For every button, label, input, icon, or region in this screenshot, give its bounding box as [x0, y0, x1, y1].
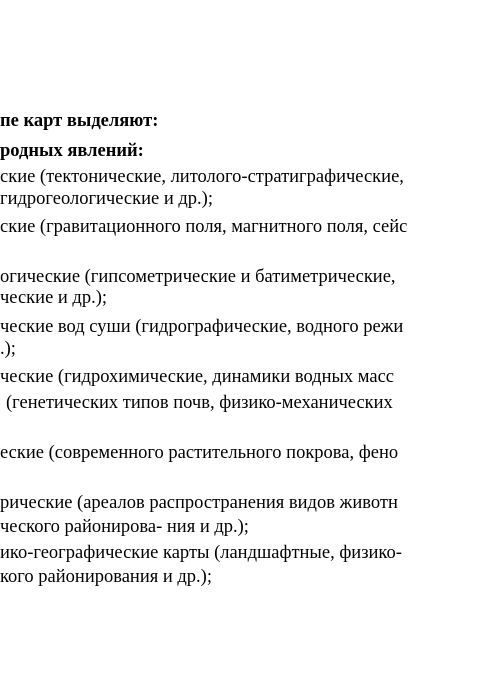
- text-line: еские (современного растительного покрова, фено: [0, 443, 399, 463]
- text-line: (генетических типов почв, физико-механических: [6, 393, 393, 413]
- text-line: рические (ареалов распространения видов животн: [0, 493, 398, 513]
- text-line: кого районирования и др.);: [0, 567, 212, 587]
- document-subheading: родных явлений:: [0, 141, 144, 161]
- text-line: ческие и др.);: [0, 288, 108, 308]
- text-line: .);: [0, 339, 16, 359]
- text-line: гидрогеологические и др.);: [0, 189, 213, 209]
- text-line: огические (гипсометрические и батиметрические,: [0, 267, 396, 287]
- text-line: ческие (гидрохимические, динамики водных масс: [0, 367, 395, 387]
- text-line: ские (тектонические, литолого-стратиграфические,: [0, 167, 404, 187]
- text-line: ские (гравитационного поля, магнитного поля, сейс: [0, 217, 408, 237]
- document-heading: пе карт выделяют:: [0, 111, 159, 131]
- text-line: ико-географические карты (ландшафтные, физико-: [0, 543, 402, 563]
- text-line: ческого районирова- ния и др.);: [0, 517, 249, 537]
- text-line: ческие вод суши (гидрографические, водного режи: [0, 317, 404, 337]
